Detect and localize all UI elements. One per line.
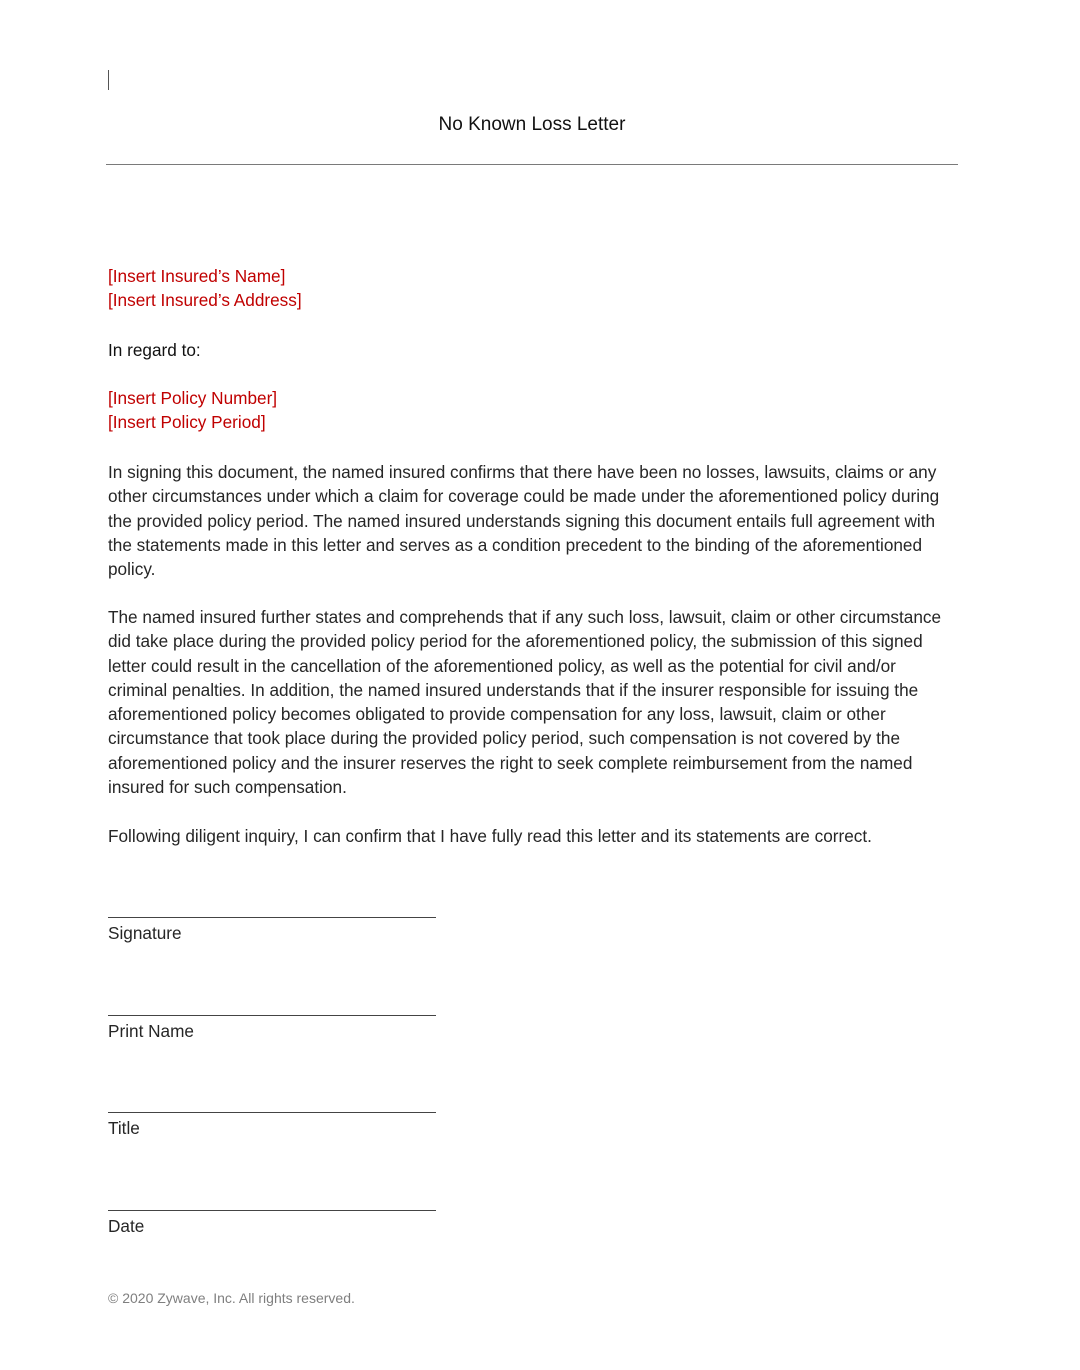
regard-label: In regard to: (108, 340, 201, 360)
signature-field[interactable] (108, 917, 436, 944)
date-label: Date (108, 1216, 145, 1236)
signature-label: Signature (108, 923, 182, 943)
paragraph-attestation (108, 824, 958, 848)
title-line[interactable] (108, 1112, 436, 1113)
print-name-field[interactable] (108, 1015, 436, 1042)
insured-name-placeholder[interactable]: [Insert Insured’s Name] (108, 266, 286, 286)
date-field[interactable] (108, 1210, 436, 1237)
copyright-footer: © 2020 Zywave, Inc. All rights reserved. (108, 1290, 355, 1306)
paragraph-confirmation (108, 460, 958, 581)
print-name-line[interactable] (108, 1015, 436, 1016)
policy-period-placeholder[interactable]: [Insert Policy Period] (108, 412, 266, 433)
title-divider (106, 164, 958, 165)
text-cursor (108, 70, 109, 90)
paragraph-consequences (108, 605, 958, 799)
title-field[interactable] (108, 1112, 436, 1139)
date-line[interactable] (108, 1210, 436, 1211)
policy-number-placeholder[interactable]: [Insert Policy Number] (108, 388, 278, 408)
print-name-label: Print Name (108, 1021, 194, 1041)
insured-block (108, 264, 958, 313)
document-title: No Known Loss Letter (438, 114, 626, 135)
paragraph-text: The named insured further states and comprehends that if any such loss, lawsuit, claim or other circumstance did take place during the provided policy period for the aforementioned policy, the submission of this signed letter could result in the cancellation of the aforementioned policy, as well as the potential for civil and/or criminal penalties. In addition, the named insured understands that if the insurer responsible for issuing the aforementioned policy becomes obligated to provide compensation for any loss, lawsuit, claim or other circumstance that took place during the provided policy period, such compensation is not covered by the aforementioned policy and the insurer reserves the right to seek complete reimbursement from the named insured for such compensation. (108, 607, 942, 798)
paragraph-text: In signing this document, the named insured confirms that there have been no losses, lawsuits, claims or any other circumstances under which a claim for coverage could be made under the aforementioned policy during the provided policy period. The named insured understands signing this document entails full agreement with the statements made in this letter and serves as a condition precedent to the binding of the aforementioned policy. (108, 462, 940, 580)
signature-line[interactable] (108, 917, 436, 918)
title-label: Title (108, 1118, 140, 1138)
policy-block (108, 386, 958, 435)
paragraph-text: Following diligent inquiry, I can confirm that I have fully read this letter and its statements are correct. (108, 826, 872, 846)
insured-address-placeholder[interactable]: [Insert Insured’s Address] (108, 290, 302, 311)
